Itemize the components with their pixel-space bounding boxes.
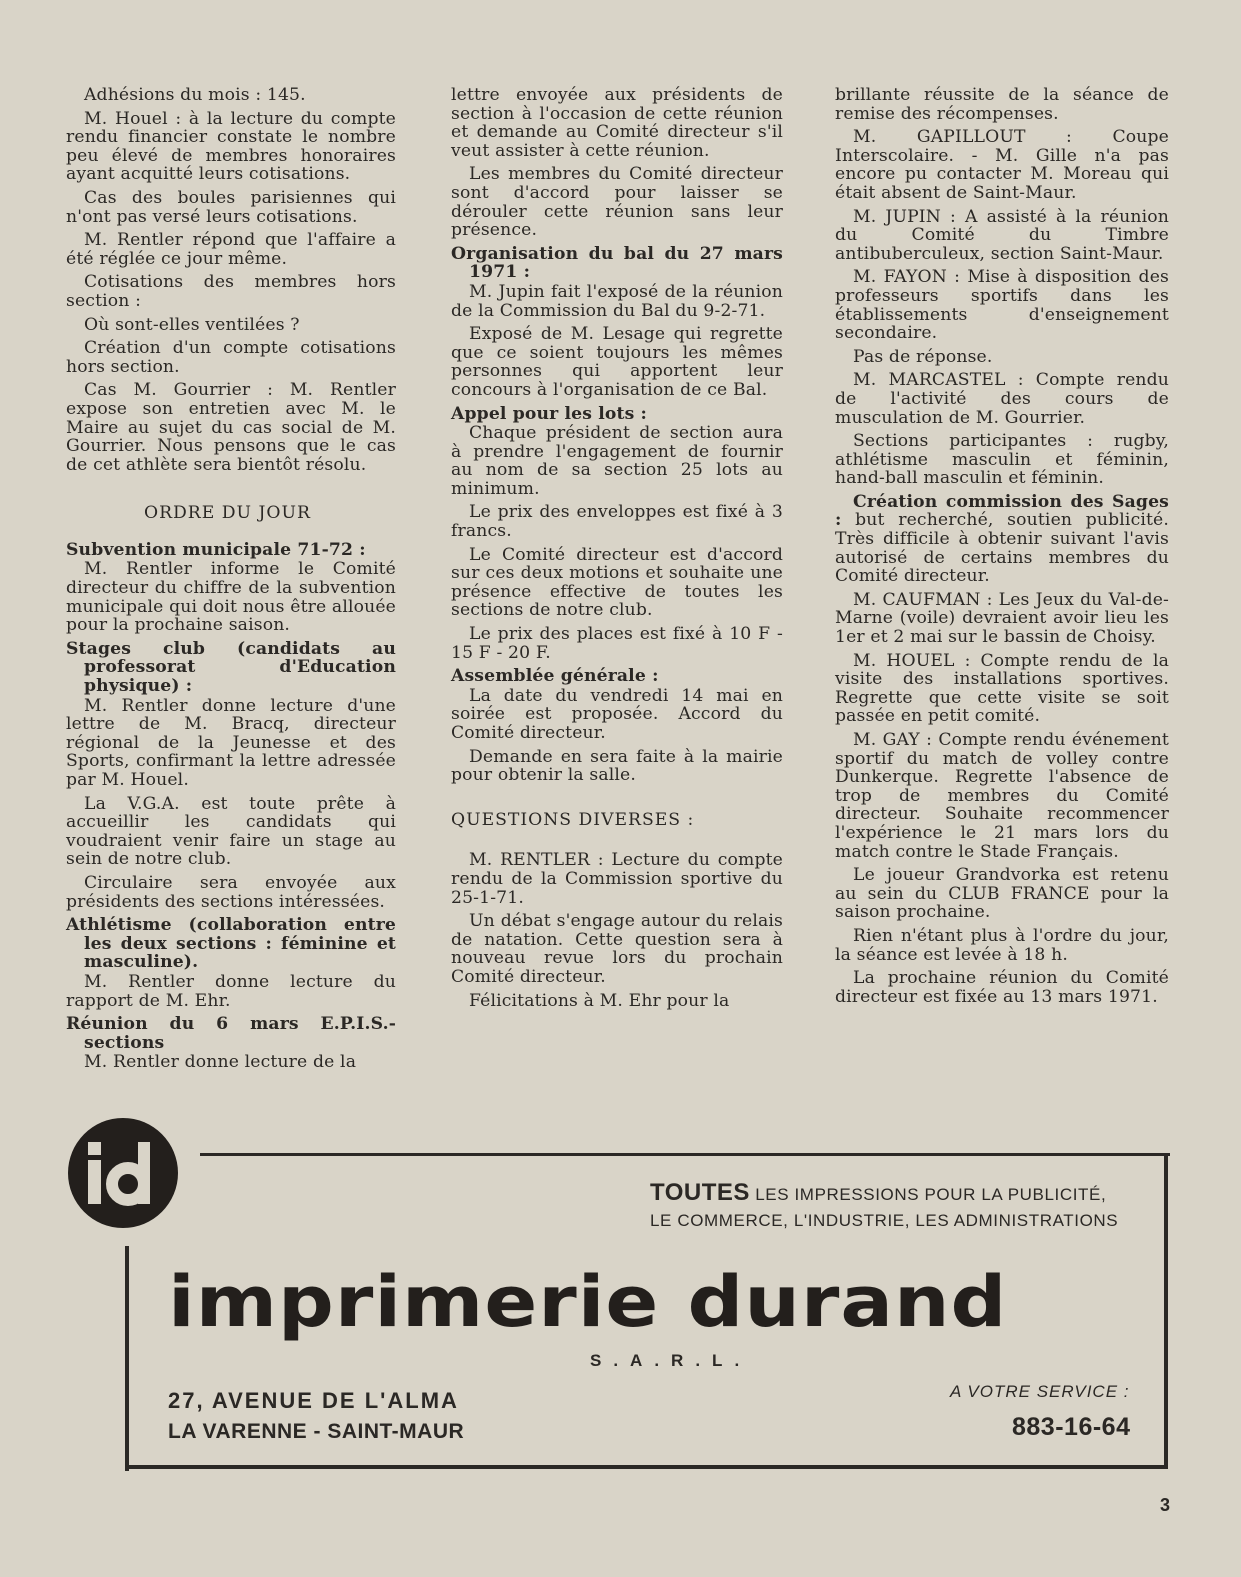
paragraph-continued: brillante réussite de la séance de remise des récompenses. — [835, 85, 1169, 124]
paragraph: M. Jupin fait l'exposé de la réunion de la Commission du Bal du 9-2-71. — [451, 281, 783, 321]
section-heading: Appel pour les lots : — [451, 403, 648, 424]
paragraph: Adhésions du mois : 145. — [84, 85, 306, 105]
paragraph: Pas de réponse. — [853, 346, 993, 367]
article-column-3 — [835, 86, 1169, 1011]
paragraph: Demande en sera faite à la mairie pour obtenir la salle. — [451, 746, 783, 786]
paragraph: Les membres du Comité directeur sont d'accord pour laisser se dérouler cette réunion sans leur présence. — [451, 164, 783, 241]
agenda-title: ORDRE DU JOUR — [144, 503, 311, 524]
ad-brand-name: imprimerie durand — [168, 1262, 1008, 1343]
paragraph: Félicitations à M. Ehr pour la — [469, 990, 730, 1011]
paragraph: M. Rentler donne lecture du rapport de M. Ehr. — [66, 971, 396, 1011]
paragraph: Où sont-elles ventilées ? — [84, 314, 300, 335]
paragraph: La prochaine réunion du Comité directeur est fixée au 13 mars 1971. — [835, 968, 1169, 1007]
ad-phone-number: 883-16-64 — [1012, 1413, 1131, 1441]
section-heading: Assemblée générale : — [451, 666, 659, 687]
paragraph: M. FAYON : Mise à disposition des professeurs sportifs dans les établissements d'enseignement secondaire. — [835, 267, 1169, 344]
paragraph: M. GAPILLOUT : Coupe Interscolaire. - M. Gille n'a pas encore pu contacter M. Moreau qui était absent de Saint-Maur. — [835, 127, 1169, 203]
ad-tagline-line2: LE COMMERCE, L'INDUSTRIE, LES ADMINISTRATIONS — [650, 1211, 1119, 1230]
article-column-2 — [451, 86, 783, 1015]
ad-tagline-lead: TOUTES — [650, 1179, 750, 1206]
paragraph: Le prix des places est fixé à 10 F - 15 F - 20 F. — [451, 624, 783, 663]
section-heading: Réunion du 6 mars E.P.I.S.-sections — [66, 1014, 396, 1053]
section-heading: Athlétisme (collaboration entre les deux sections : féminine et masculine). — [66, 915, 396, 973]
paragraph: M. Rentler répond que l'affaire a été réglée ce jour même. — [66, 230, 396, 269]
paragraph: M. GAY : Compte rendu événement sportif du match de volley contre Dunkerque. Regrette l'absence de trop de membres du Comité directeur. Souhaite recommencer l'expérience le 21 mars lors du match contre le Stade Français. — [835, 730, 1169, 862]
section-heading: Subvention municipale 71-72 : — [66, 539, 366, 560]
section-heading: Organisation du bal du 27 mars 1971 : — [451, 243, 783, 283]
paragraph: Création d'un compte cotisations hors section. — [66, 338, 396, 377]
paragraph: Exposé de M. Lesage qui regrette que ce soient toujours les mêmes personnes qui apportent leur concours à l'organisation de ce Bal. — [451, 324, 783, 400]
article-column-1 — [66, 86, 396, 1077]
paragraph: Le prix des enveloppes est fixé à 3 francs. — [451, 502, 783, 542]
paragraph: M. JUPIN : A assisté à la réunion du Comité du Timbre antibuberculeux, section Saint-Maur. — [835, 206, 1169, 264]
paragraph: M. HOUEL : Compte rendu de la visite des installations sportives. Regrette que cette visite se soit passée en petit comité. — [835, 650, 1169, 727]
paragraph-text: but recherché, soutien publicité. Très difficile à obtenir suivant l'avis autorisé de certains membres du Comité directeur. — [835, 510, 1169, 587]
ad-tagline — [650, 1179, 1130, 1207]
paragraph: La date du vendredi 14 mai en soirée est proposée. Accord du Comité directeur. — [451, 685, 783, 743]
paragraph: Circulaire sera envoyée aux présidents des sections intéressées. — [66, 872, 396, 912]
paragraph: M. Rentler donne lecture de la — [84, 1052, 357, 1073]
section-heading: Stages club (candidats au professorat d'Education physique) : — [66, 638, 396, 697]
ad-service-label: A VOTRE SERVICE : — [950, 1382, 1130, 1401]
paragraph: Le joueur Grandvorka est retenu au sein du CLUB FRANCE pour la saison prochaine. — [835, 865, 1169, 923]
inline-heading: Création commission des Sages : — [835, 491, 1169, 531]
paragraph: Chaque président de section aura à prendre l'engagement de fournir au nom de sa section 25 lots au minimum. — [451, 423, 783, 499]
paragraph: Un débat s'engage autour du relais de natation. Cette question sera à nouveau revue lors du prochain Comité directeur. — [451, 911, 783, 987]
ad-tagline-rest: LES IMPRESSIONS POUR LA PUBLICITÉ, — [749, 1185, 1107, 1204]
paragraph: Cas M. Gourrier : M. Rentler expose son entretien avec M. le Maire au sujet du cas social de M. Gourrier. Nous pensons que le cas de cet athlète sera bientôt résolu. — [66, 380, 396, 475]
paragraph: Rien n'étant plus à l'ordre du jour, la séance est levée à 18 h. — [835, 925, 1169, 965]
paragraph-continued: lettre envoyée aux présidents de section à l'occasion de cette réunion et demande au Comité directeur s'il veut assister à cette réunion. — [451, 85, 783, 161]
paragraph: M. Rentler informe le Comité directeur du chiffre de la subvention municipale qui doit nous être allouée pour la prochaine saison. — [66, 559, 396, 636]
advertisement-top-rule — [200, 1153, 1170, 1156]
ad-address-city: LA VARENNE - SAINT-MAUR — [168, 1420, 465, 1443]
ad-legal-form: S.A.R.L. — [590, 1351, 752, 1370]
paragraph: Cas des boules parisiennes qui n'ont pas versé leurs cotisations. — [66, 187, 396, 227]
paragraph: La V.G.A. est toute prête à accueillir les candidats qui voudraient venir faire un stage au sein de notre club. — [66, 793, 396, 870]
paragraph: M. RENTLER : Lecture du compte rendu de la Commission sportive du 25-1-71. — [451, 850, 783, 908]
paragraph: Cotisations des membres hors section : — [66, 272, 396, 311]
misc-questions-title: QUESTIONS DIVERSES : — [451, 809, 695, 830]
paragraph: M. MARCASTEL : Compte rendu de l'activité des cours de musculation de M. Gourrier. — [835, 370, 1169, 428]
ad-address-street: 27, AVENUE DE L'ALMA — [168, 1388, 459, 1413]
paragraph: M. Houel : à la lecture du compte rendu financier constate le nombre peu élevé de membres honoraires ayant acquitté leurs cotisations. — [66, 108, 396, 185]
paragraph: M. Rentler donne lecture d'une lettre de M. Bracq, directeur régional de la Jeunesse et des Sports, confirmant la lettre adressée par M. Houel. — [66, 695, 396, 790]
paragraph: Sections participantes : rugby, athlétisme masculin et féminin, hand-ball masculin et féminin. — [835, 431, 1169, 489]
paragraph: M. CAUFMAN : Les Jeux du Val-de-Marne (voile) devraient avoir lieu les 1er et 2 mai sur le bassin de Choisy. — [835, 589, 1169, 648]
paragraph: Le Comité directeur est d'accord sur ces deux motions et souhaite une présence effective de toutes les sections de notre club. — [451, 544, 783, 621]
paragraph — [835, 493, 1169, 586]
advertisement-left-rule — [125, 1246, 129, 1471]
page-number: 3 — [1160, 1495, 1171, 1515]
